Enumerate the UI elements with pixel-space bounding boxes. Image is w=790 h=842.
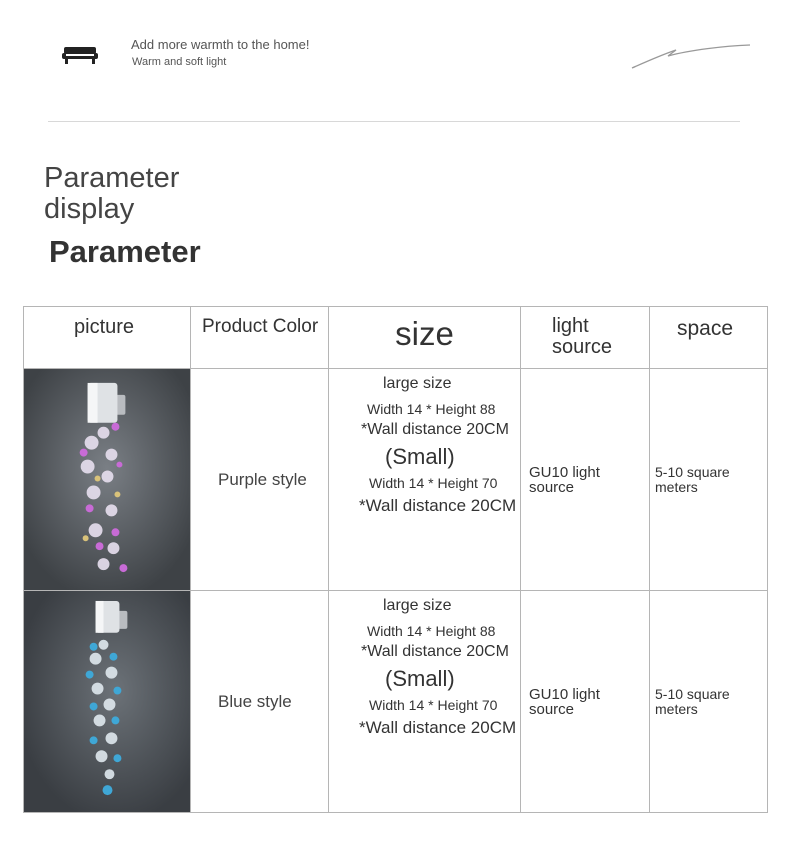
product-color-cell: Purple style	[191, 369, 329, 591]
header-size: size	[329, 307, 521, 369]
parameter-table	[23, 306, 768, 813]
size-small-label: (Small)	[385, 666, 455, 691]
sofa-icon	[62, 45, 98, 65]
light-source-cell: GU10 light source	[521, 591, 650, 813]
header-light-source: light source	[521, 307, 650, 369]
table-header-row	[24, 307, 768, 369]
section-subtitle: Parameter	[49, 234, 201, 269]
product-image-purple	[24, 369, 191, 591]
section-title: Parameter display	[44, 162, 180, 225]
tagline-sub: Warm and soft light	[132, 56, 227, 68]
size-large-wall-distance: *Wall distance 20CM	[361, 643, 509, 660]
size-cell	[329, 369, 521, 591]
space-cell: 5-10 square meters	[650, 591, 768, 813]
table-row	[24, 369, 768, 591]
size-small-dimensions: Width 14 * Height 70	[369, 697, 498, 713]
size-large-wall-distance: *Wall distance 20CM	[361, 421, 509, 438]
size-cell	[329, 591, 521, 813]
size-small-dimensions: Width 14 * Height 70	[369, 475, 498, 491]
header-space: space	[650, 307, 768, 369]
size-large-label: large size	[383, 597, 452, 614]
light-source-cell: GU10 light source	[521, 369, 650, 591]
size-small-label: (Small)	[385, 444, 455, 469]
header-product-color: Product Color	[191, 307, 329, 369]
tagline: Add more warmth to the home!	[131, 37, 310, 52]
table-row	[24, 591, 768, 813]
product-image-blue	[24, 591, 191, 813]
product-color-cell: Blue style	[191, 591, 329, 813]
header-picture: picture	[24, 307, 191, 369]
size-small-wall-distance: *Wall distance 20CM	[359, 496, 517, 515]
swoosh-logo	[628, 40, 752, 74]
size-large-dimensions: Width 14 * Height 88	[367, 623, 496, 639]
header-divider	[48, 121, 740, 122]
size-large-label: large size	[383, 375, 452, 392]
space-cell: 5-10 square meters	[650, 369, 768, 591]
size-large-dimensions: Width 14 * Height 88	[367, 401, 496, 417]
size-small-wall-distance: *Wall distance 20CM	[359, 718, 517, 737]
